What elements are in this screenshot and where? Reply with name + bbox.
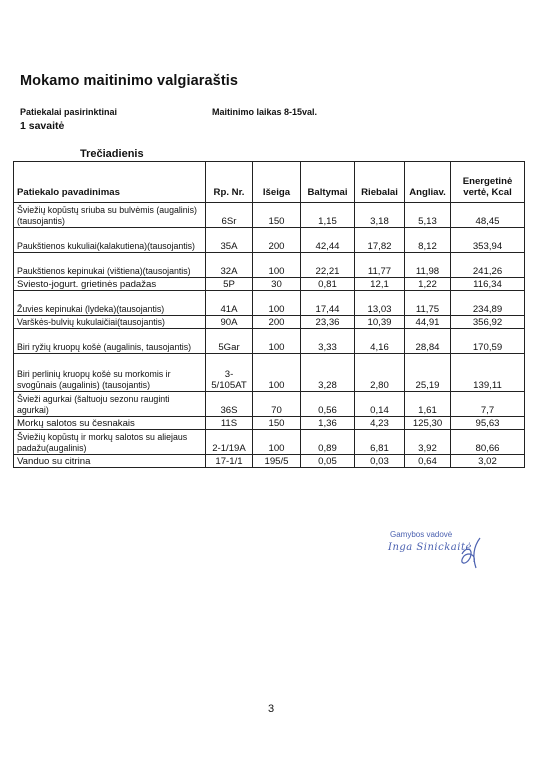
energy-value: 7,7 <box>451 392 525 417</box>
signature-stamp <box>388 528 498 578</box>
protein-value: 22,21 <box>301 253 355 278</box>
stamp-name: Inga Sinickaitė <box>388 542 472 553</box>
header-carbs: Angliav. <box>405 162 451 203</box>
header-rp: Rp. Nr. <box>206 162 253 203</box>
carbs-value: 25,19 <box>405 354 451 392</box>
carbs-value: 0,64 <box>405 455 451 468</box>
page-title: Mokamo maitinimo valgiaraštis <box>20 73 239 89</box>
energy-value: 3,02 <box>451 455 525 468</box>
table-row <box>14 329 525 354</box>
energy-value: 80,66 <box>451 430 525 455</box>
table-row <box>14 455 525 468</box>
header-energy <box>451 162 525 203</box>
table-row <box>14 354 525 392</box>
carbs-value: 5,13 <box>405 203 451 228</box>
recipe-number: 11S <box>206 417 253 430</box>
protein-value: 1,15 <box>301 203 355 228</box>
table-row <box>14 203 525 228</box>
fat-value: 4,16 <box>355 329 405 354</box>
energy-value: 170,59 <box>451 329 525 354</box>
table-row <box>14 278 525 291</box>
carbs-value: 1,22 <box>405 278 451 291</box>
dish-name: Biri ryžių kruopų košė (augalinis, tausojantis) <box>14 329 206 354</box>
fat-value: 11,77 <box>355 253 405 278</box>
fat-value: 13,03 <box>355 291 405 316</box>
carbs-value: 28,84 <box>405 329 451 354</box>
dish-name: Švieži agurkai (šaltuoju sezonu rauginti agurkai) <box>14 392 206 417</box>
protein-value: 42,44 <box>301 228 355 253</box>
table-header-row <box>14 162 525 203</box>
recipe-number: 32A <box>206 253 253 278</box>
header-name: Patiekalo pavadinimas <box>14 162 206 203</box>
fat-value: 0,03 <box>355 455 405 468</box>
energy-value: 116,34 <box>451 278 525 291</box>
fat-value: 3,18 <box>355 203 405 228</box>
dish-name: Varškės-bulvių kukulaičiai(tausojantis) <box>14 316 206 329</box>
protein-value: 0,56 <box>301 392 355 417</box>
energy-value: 234,89 <box>451 291 525 316</box>
protein-value: 17,44 <box>301 291 355 316</box>
dish-name: Šviežių kopūstų sriuba su bulvėmis (augalinis) (tausojantis) <box>14 203 206 228</box>
energy-value: 356,92 <box>451 316 525 329</box>
fat-value: 10,39 <box>355 316 405 329</box>
protein-value: 0,81 <box>301 278 355 291</box>
recipe-number: 5P <box>206 278 253 291</box>
menu-table-body <box>14 203 525 468</box>
day-heading: Trečiadienis <box>80 148 144 160</box>
table-row <box>14 291 525 316</box>
carbs-value: 11,75 <box>405 291 451 316</box>
yield-value: 70 <box>253 392 301 417</box>
recipe-number: 2-1/19A <box>206 430 253 455</box>
protein-value: 3,33 <box>301 329 355 354</box>
page-number: 3 <box>268 703 275 715</box>
carbs-value: 8,12 <box>405 228 451 253</box>
yield-value: 195/5 <box>253 455 301 468</box>
header-energy-line2: vertė, Kcal <box>463 187 512 198</box>
header-energy-line1: Energetinė <box>462 176 513 187</box>
recipe-number: 6Sr <box>206 203 253 228</box>
yield-value: 200 <box>253 228 301 253</box>
recipe-number: 90A <box>206 316 253 329</box>
header-protein: Baltymai <box>301 162 355 203</box>
protein-value: 23,36 <box>301 316 355 329</box>
fat-value: 17,82 <box>355 228 405 253</box>
dish-name: Morkų salotos su česnakais <box>14 417 206 430</box>
recipe-number: 17-1/1 <box>206 455 253 468</box>
fat-value: 2,80 <box>355 354 405 392</box>
table-row <box>14 253 525 278</box>
fat-value: 6,81 <box>355 430 405 455</box>
table-row <box>14 417 525 430</box>
menu-table <box>13 161 525 468</box>
subtitle: Patiekalai pasirinktinai <box>20 107 118 117</box>
handwritten-signature <box>454 536 488 572</box>
protein-value: 1,36 <box>301 417 355 430</box>
yield-value: 100 <box>253 329 301 354</box>
recipe-number: 36S <box>206 392 253 417</box>
recipe-number: 41A <box>206 291 253 316</box>
week-label: 1 savaitė <box>20 120 65 132</box>
energy-value: 95,63 <box>451 417 525 430</box>
yield-value: 100 <box>253 291 301 316</box>
yield-value: 150 <box>253 417 301 430</box>
energy-value: 353,94 <box>451 228 525 253</box>
fat-value: 0,14 <box>355 392 405 417</box>
energy-value: 139,11 <box>451 354 525 392</box>
dish-name: Sviesto-jogurt. grietinės padažas <box>14 278 206 291</box>
recipe-number: 3-5/105AT <box>206 354 253 392</box>
table-row <box>14 228 525 253</box>
yield-value: 100 <box>253 253 301 278</box>
table-row <box>14 392 525 417</box>
yield-value: 200 <box>253 316 301 329</box>
yield-value: 30 <box>253 278 301 291</box>
dish-name: Vanduo su citrina <box>14 455 206 468</box>
carbs-value: 125,30 <box>405 417 451 430</box>
yield-value: 100 <box>253 354 301 392</box>
protein-value: 0,05 <box>301 455 355 468</box>
protein-value: 0,89 <box>301 430 355 455</box>
recipe-number: 5Gar <box>206 329 253 354</box>
carbs-value: 1,61 <box>405 392 451 417</box>
stamp-title: Gamybos vadovė <box>390 530 453 539</box>
carbs-value: 44,91 <box>405 316 451 329</box>
dish-name: Biri perlinių kruopų košė su morkomis ir svogūnais (augalinis) (tausojantis) <box>14 354 206 392</box>
dish-name: Paukštienos kukuliai(kalakutiena)(tausojantis) <box>14 228 206 253</box>
recipe-number: 35A <box>206 228 253 253</box>
energy-value: 48,45 <box>451 203 525 228</box>
header-yield: Išeiga <box>253 162 301 203</box>
carbs-value: 11,98 <box>405 253 451 278</box>
fat-value: 4,23 <box>355 417 405 430</box>
dish-name: Žuvies kepinukai (lydeka)(tausojantis) <box>14 291 206 316</box>
yield-value: 100 <box>253 430 301 455</box>
energy-value: 241,26 <box>451 253 525 278</box>
table-row <box>14 316 525 329</box>
yield-value: 150 <box>253 203 301 228</box>
protein-value: 3,28 <box>301 354 355 392</box>
dish-name: Šviežių kopūstų ir morkų salotos su aliejaus padažu(augalinis) <box>14 430 206 455</box>
carbs-value: 3,92 <box>405 430 451 455</box>
table-row <box>14 430 525 455</box>
dish-name: Paukštienos kepinukai (vištiena)(tausojantis) <box>14 253 206 278</box>
fat-value: 12,1 <box>355 278 405 291</box>
meal-time: Maitinimo laikas 8-15val. <box>212 107 318 117</box>
header-fat: Riebalai <box>355 162 405 203</box>
